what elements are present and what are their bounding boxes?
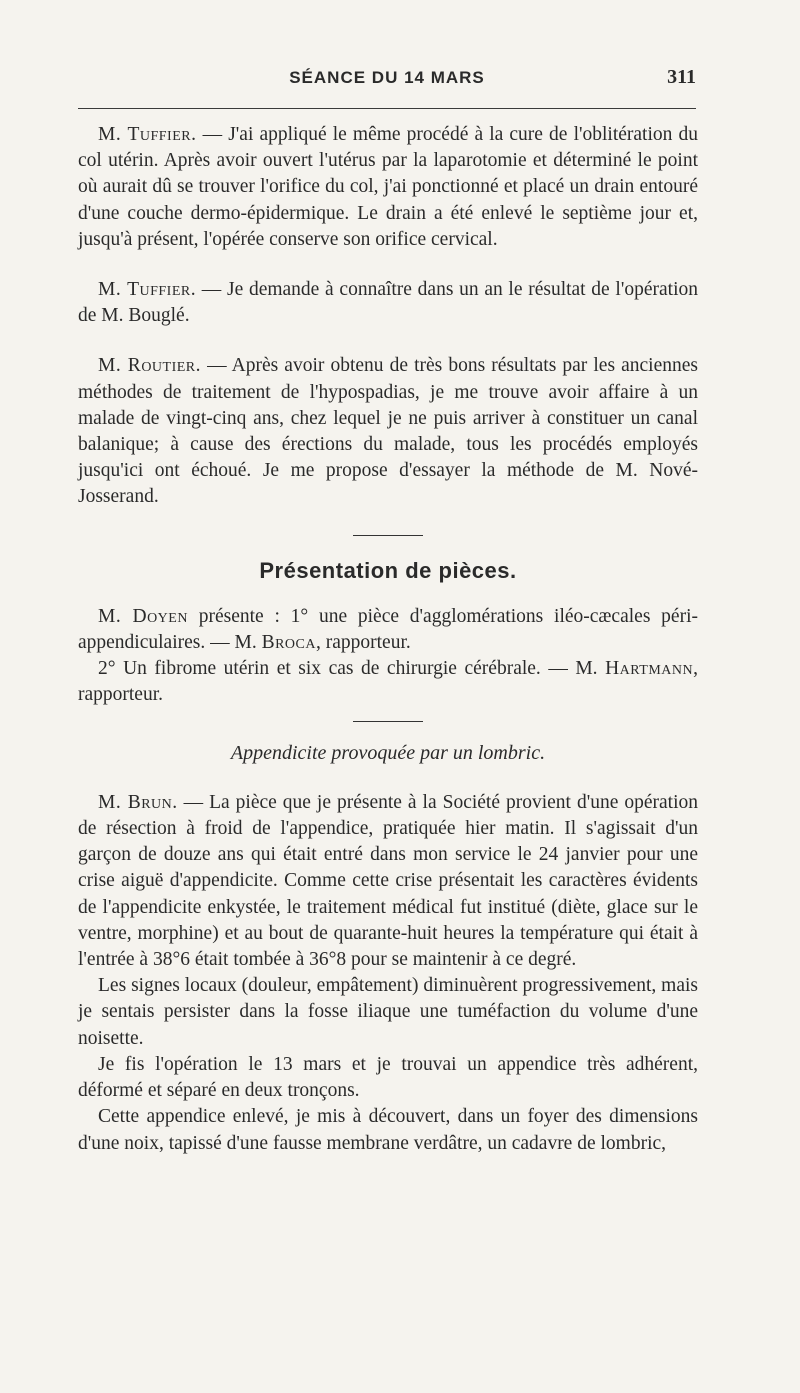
- paragraph-tuffier-1: [78, 122, 698, 253]
- speaker-name: M. Brun.: [98, 791, 178, 813]
- section-title: Présentation de pièces.: [259, 557, 517, 583]
- page-header: [78, 66, 696, 96]
- paragraph-text: présente : 1° une pièce d'agglomérations iléo-cæcales péri-appendiculaires. — M.: [78, 605, 698, 654]
- paragraph-text: , rapporteur.: [315, 632, 411, 654]
- article-title: Appendicite provoquée par un lombric.: [230, 741, 546, 764]
- paragraph-lombric: Cette appendice enlevé, je mis à découvert, dans un foyer des dimensions d'une noix, tapissé d'une fausse membrane verdâtre, un cadavre de lombric,: [78, 1106, 698, 1154]
- section-divider: [353, 535, 423, 536]
- paragraph-text: , rapporteur.: [78, 658, 698, 706]
- paragraph-tuffier-2: [78, 277, 698, 329]
- speaker-name: M. Tuffier.: [98, 124, 197, 145]
- paragraph-operation: Je fis l'opération le 13 mars et je trouvai un appendice très adhérent, déformé et séparé en deux tronçons.: [78, 1053, 698, 1102]
- rapporteur-name: Hartmann: [605, 658, 694, 680]
- page-number: 311: [667, 66, 696, 88]
- paragraph-text: — La pièce que je présente à la Société provient d'une opération de résection à froid de l'appendice, pratiquée hier matin. Il s'agissait d'un garçon de douze ans qui était entré dans mon service le 24 janvier pour une crise aiguë d'appendicite. Comme cette crise présentait les caractères évidents de l'appendicite enkystée, le traitement médical fut institué (diète, glace sur le ventre, morphine) et au bout de quarante-huit heures la température qui était à l'entrée à 38°6 était tombée à 36°8 pour se maintenir à ce degré.: [78, 791, 698, 971]
- speaker-name: M. Doyen: [98, 605, 188, 627]
- speaker-name: M. Tuffier.: [98, 279, 197, 301]
- paragraph-routier: [78, 353, 698, 510]
- paragraph-brun: [78, 790, 698, 973]
- speaker-name: M. Routier.: [98, 355, 202, 377]
- page-body: [78, 122, 698, 1157]
- paragraph-text: — Après avoir obtenu de très bons résultats par les anciennes méthodes de traitement de l'hypospadias, je me trouve avoir affaire à un malade de vingt-cinq ans, chez lequel je ne puis arriver à constituer un canal balanique; à cause des érections du malade, tous les procédés employés jusqu'ici ont échoué. Je me propose d'essayer la méthode de M. Nové-Josserand.: [78, 355, 698, 508]
- paragraph-doyen: [78, 604, 698, 656]
- running-title: SÉANCE DU 14 MARS: [289, 68, 485, 87]
- paragraph-signes: Les signes locaux (douleur, empâtement) diminuèrent progressivement, mais je sentais persister dans la fosse iliaque une tuméfaction du volume d'une noisette.: [78, 975, 698, 1049]
- header-rule: [78, 108, 696, 109]
- paragraph-text: — J'ai appliqué le même procédé à la cure de l'oblitération du col utérin. Après avoir ouvert l'utérus par la laparotomie et déterminé le point où aurait dû se trouver l'orifice du col, j'ai ponctionné et placé un drain entouré d'une couche dermo-épidermique. Le drain a été enlevé le septième jour et, jusqu'à présent, l'opérée conserve son orifice cervical.: [78, 124, 698, 250]
- rapporteur-name: Broca: [261, 632, 316, 654]
- paragraph-text: 2° Un fibrome utérin et six cas de chirurgie cérébrale. — M.: [98, 658, 606, 680]
- paragraph-text: — Je demande à connaître dans un an le résultat de l'opération de M. Bouglé.: [78, 279, 698, 327]
- paragraph-fibrome: [78, 656, 698, 708]
- subsection-divider: [353, 721, 423, 722]
